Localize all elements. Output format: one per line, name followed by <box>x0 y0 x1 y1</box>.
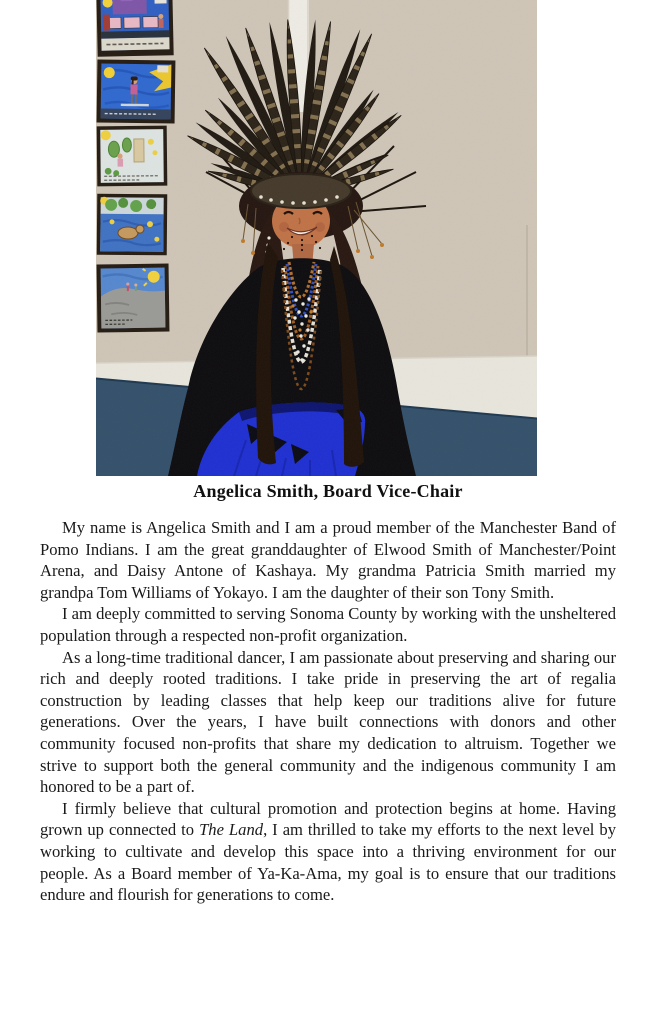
portrait-photo <box>96 0 537 476</box>
portrait-photo-svg <box>96 0 537 476</box>
bio-paragraph-4 <box>40 798 616 906</box>
photo-grain <box>96 0 537 476</box>
bio-paragraph-4-start: I firmly believe that cultural promotion and protection begins at home. Having grown up connected to <box>40 798 616 840</box>
bio-paragraph-4-end: , I am thrilled to take my efforts to the next level by working to cultivate and develop this space into a thriving environment for our people. As a Board member of Ya-Ka-Ama, my goal is to ensure that our traditions endure and flourish for generations to come. <box>40 820 616 905</box>
bio-paragraph-3: As a long-time traditional dancer, I am passionate about preserving and sharing our rich and deeply rooted traditions. I take pride in preserving the art of regalia construction by leading classes that help keep our traditions alive for future generations. Over the years, I have built connections with donors and other community focused non-profits that share my dedication to altruism. Together we strive to support both the general community and the indigenous community I am honored to be a part of. <box>40 647 616 797</box>
bio-text <box>40 517 616 906</box>
italic-phrase-the-land: The Land <box>199 820 264 840</box>
bio-paragraph-1: My name is Angelica Smith and I am a proud member of the Manchester Band of Pomo Indians. I am the great granddaughter of Elwood Smith of Manchester/Point Arena, and Daisy Antone of Kashaya. My grandma Patricia Smith married my grandpa Tom Williams of Yokayo. I am the daughter of their son Tony Smith. <box>40 518 616 602</box>
bio-paragraph-2: I am deeply committed to serving Sonoma County by working with the unsheltered population through a respected non-profit organization. <box>40 604 616 645</box>
photo-caption: Angelica Smith, Board Vice-Chair <box>193 481 463 501</box>
